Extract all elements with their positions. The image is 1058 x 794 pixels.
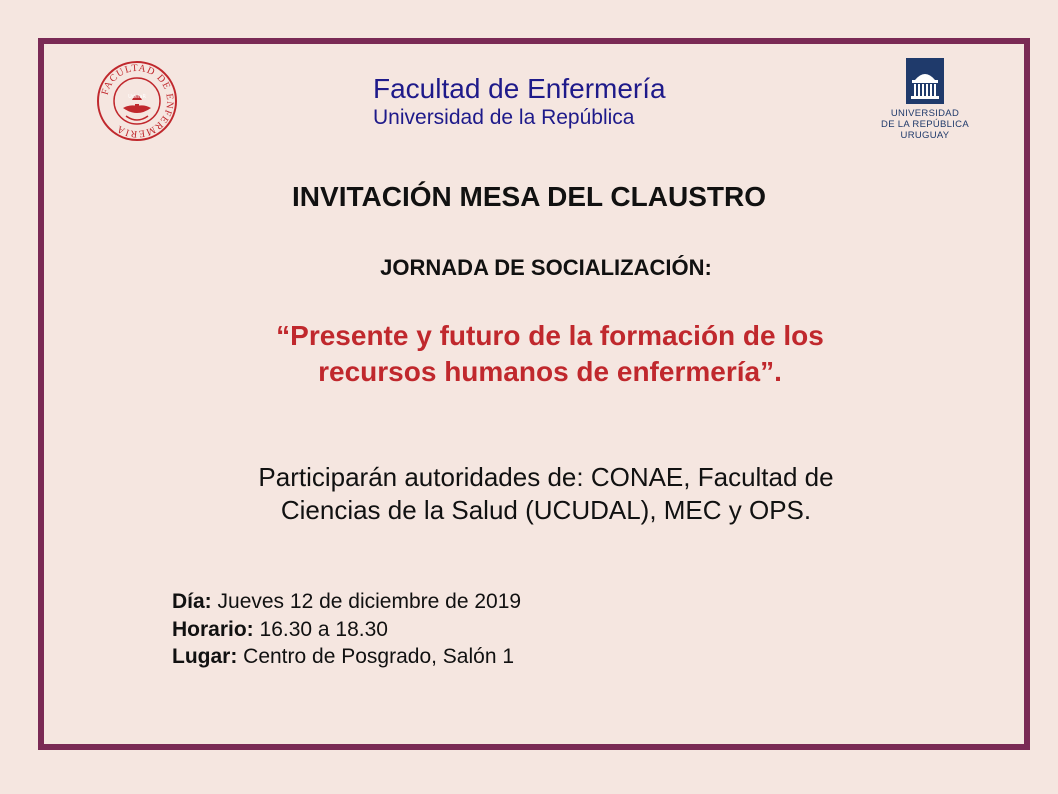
participants-line-2: Ciencias de la Salud (UCUDAL), MEC y OPS. (280, 495, 812, 525)
faculty-title: Facultad de Enfermería (373, 73, 666, 104)
event-details (172, 588, 521, 671)
participants-text (196, 461, 896, 527)
invitation-title: INVITACIÓN MESA DEL CLAUSTRO (292, 181, 766, 212)
quote-line-1: “Presente y futuro de la formación de los (276, 320, 824, 351)
seal-center-text: UdelaR (128, 94, 146, 100)
detail-time-label: Horario: (172, 617, 254, 641)
logo-line-3: URUGUAY (900, 130, 950, 141)
detail-time-value: 16.30 a 18.30 (253, 617, 388, 641)
detail-place (172, 643, 521, 671)
logo-line-2: DE LA REPÚBLICA (881, 119, 969, 130)
university-building-icon (906, 58, 944, 104)
logo-line-1: UNIVERSIDAD (890, 108, 960, 119)
detail-place-value: Centro de Posgrado, Salón 1 (237, 645, 515, 668)
quote-line-2: recursos humanos de enfermería”. (318, 356, 782, 387)
detail-day-value: Jueves 12 de diciembre de 2019 (211, 590, 522, 613)
event-theme-quote (200, 318, 900, 390)
seal-ring-text: FACULTAD DE ENFERMERIA (99, 62, 176, 140)
detail-day (172, 588, 521, 616)
detail-time (172, 616, 521, 644)
university-subtitle: Universidad de la República (373, 106, 635, 129)
detail-day-label: Día: (172, 590, 212, 613)
detail-place-label: Lugar: (172, 645, 238, 668)
jornada-label: JORNADA DE SOCIALIZACIÓN: (380, 255, 712, 280)
universidad-republica-logo (880, 58, 970, 144)
svg-text:FACULTAD DE ENFERMERIA (100, 63, 175, 139)
participants-line-1: Participarán autoridades de: CONAE, Facultad de (258, 462, 834, 492)
facultad-enfermeria-seal-logo (96, 60, 178, 142)
